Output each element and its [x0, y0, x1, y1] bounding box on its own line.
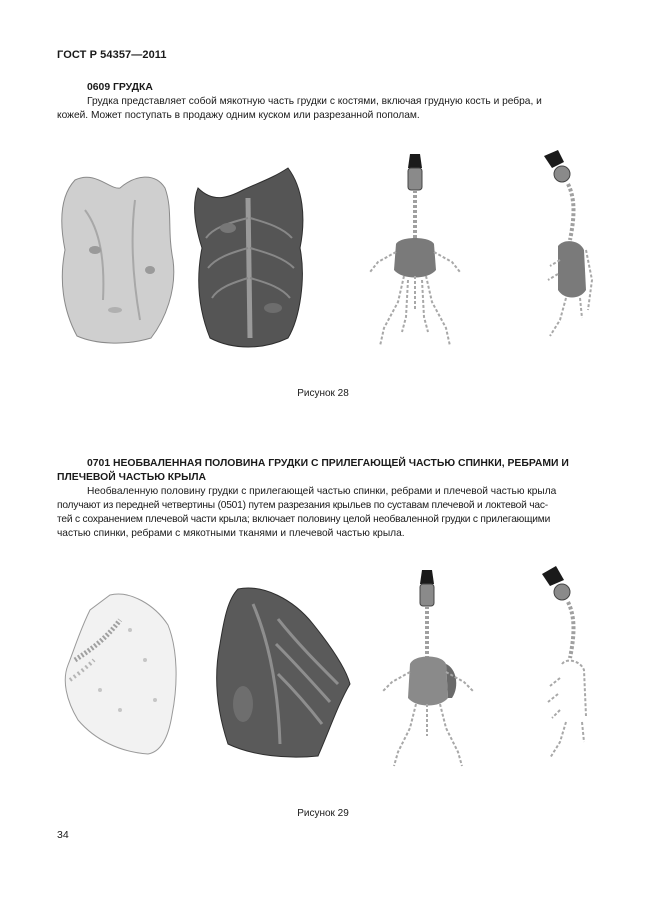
skeleton-side-diagram-highlighted	[540, 566, 600, 766]
photo-breast-bone-side	[188, 168, 313, 350]
figure-caption-29: Рисунок 29	[297, 808, 349, 819]
section-heading-0701: 0701 НЕОБВАЛЕННАЯ ПОЛОВИНА ГРУДКИ С ПРИЛЕГАЮЩЕЙ ЧАСТЬЮ СПИНКИ, РЕБРАМИ И	[87, 458, 569, 469]
document-header: ГОСТ Р 54357—2011	[57, 49, 167, 61]
figure-caption-28: Рисунок 28	[297, 388, 349, 399]
photo-breast-skin-side	[55, 170, 180, 345]
section-heading-0701-cont: ПЛЕЧЕВОЙ ЧАСТЬЮ КРЫЛА	[57, 472, 207, 483]
skeleton-front-diagram	[368, 152, 468, 352]
paragraph-line: частью спинки, ребрами с мякотными тканями и плечевой частью крыла.	[57, 528, 405, 539]
paragraph-line: Необваленную половину грудки с прилегающей частью спинки, ребрами и плечевой частью крыла	[87, 486, 557, 497]
photo-half-breast-skin-side	[60, 590, 180, 755]
skeleton-side-diagram	[540, 150, 600, 350]
skeleton-front-diagram-highlighted	[380, 568, 480, 768]
paragraph-line: кожей. Может поступать в продажу одним куском или разрезанной пополам.	[57, 110, 420, 121]
page-number: 34	[57, 829, 69, 841]
paragraph-line: Грудка представляет собой мякотную часть грудки с костями, включая грудную кость и ребра, и	[87, 96, 542, 107]
paragraph-line: тей с сохранением плечевой части крыла; включает половину целой необваленной грудки с прилегающими	[57, 514, 551, 525]
section-heading-0609: 0609 ГРУДКА	[87, 82, 153, 93]
paragraph-line: получают из передней четвертины (0501) путем разрезания крыльев по суставам плечевой и локтевой час-	[57, 500, 548, 511]
photo-half-breast-bone-side	[208, 584, 353, 759]
